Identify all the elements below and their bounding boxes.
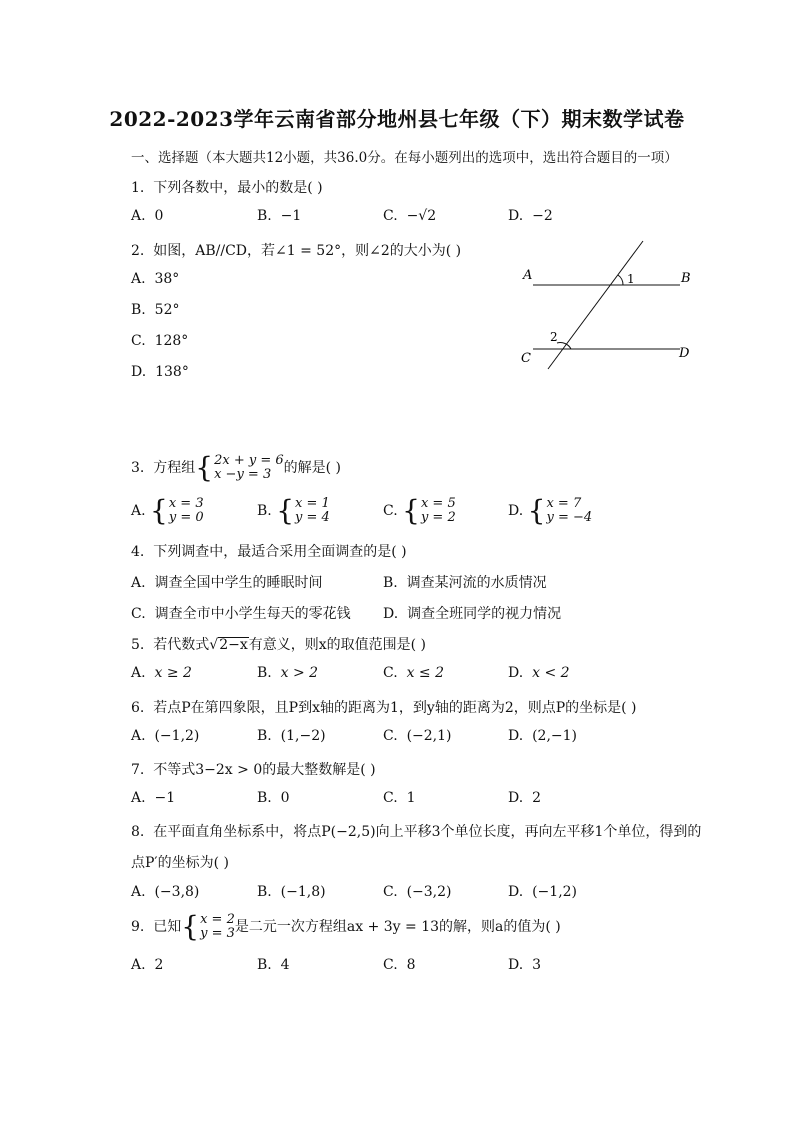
option-text: 2 [532,790,542,806]
option-letter: A. [131,503,146,519]
q9-option-c[interactable] [383,957,416,973]
option-text: 8 [406,957,416,973]
option-text: (−3,2) [406,884,452,900]
option-text: 调查全班同学的视力情况 [407,606,562,622]
option-text: (1,−2) [280,728,326,744]
question-stem-post: 的解是( ) [283,460,342,476]
option-letter: B. [257,208,272,224]
question-stem-pre: 已知 [153,919,182,935]
option-text: (−1,2) [154,728,200,744]
option-text: 52° [154,302,180,318]
question-1 [131,177,323,197]
label-d: D [679,346,690,361]
question-number: 3. [131,460,145,476]
option-letter: C. [383,884,398,900]
label-angle-1: 1 [627,272,635,286]
equation-row: x = 1 [295,496,330,511]
q1-option-b[interactable] [257,208,301,224]
option-letter: A. [131,575,146,591]
option-text: (−1,8) [280,884,326,900]
equation-system [214,454,284,482]
q8-option-c[interactable] [383,884,452,900]
option-letter: C. [383,208,398,224]
question-stem: 下列各数中，最小的数是( ) [153,180,323,196]
equation-row: x = 2 [200,912,235,927]
question-stem: 不等式3−2x > 0的最大整数解是( ) [153,762,376,778]
option-letter: C. [131,333,146,349]
option-text: −1 [280,208,302,224]
option-text: x ≤ 2 [406,665,445,681]
q9-option-d[interactable] [508,957,541,973]
q4-option-b[interactable] [383,572,547,592]
question-stem-post: 是二元一次方程组ax + 3y = 13的解，则a的值为( ) [234,919,561,935]
question-stem-pre: 方程组 [153,460,196,476]
q4-option-c[interactable] [131,603,351,623]
question-6 [131,697,637,717]
q6-option-d[interactable] [508,728,577,744]
option-letter: D. [508,884,524,900]
question-number: 9. [131,919,145,935]
q3-option-a[interactable] [131,494,204,527]
question-stem: 若点P在第四象限，且P到x轴的距离为1，到y轴的距离为2，则点P的坐标是( ) [153,700,637,716]
q1-option-d[interactable] [508,208,553,224]
equation-row: y = 0 [168,510,204,525]
question-3 [131,451,342,484]
brace-icon: { [195,451,214,484]
q6-option-c[interactable] [383,728,452,744]
equation-row: y = 2 [420,510,456,525]
option-letter: C. [383,957,398,973]
q3-option-b[interactable] [257,494,330,527]
parallel-lines-figure [515,238,705,373]
equation-row: 2x + y = 6 [214,453,284,468]
option-text: 调查全国中学生的睡眠时间 [154,575,323,591]
option-letter: C. [383,790,398,806]
question-number: 2. [131,243,145,259]
q7-option-c[interactable] [383,790,416,806]
option-letter: D. [131,364,147,380]
q1-option-c[interactable] [383,208,436,224]
brace-icon: { [527,494,546,527]
equation-row: y = 4 [295,510,330,525]
equation-system [200,913,235,941]
option-text: (−2,1) [406,728,452,744]
option-letter: D. [508,790,524,806]
option-text: x < 2 [532,665,570,681]
q7-option-a[interactable] [131,790,175,806]
option-letter: D. [508,503,524,519]
option-letter: A. [131,957,146,973]
option-text: 128° [154,333,189,349]
option-letter: D. [508,208,524,224]
question-number: 1. [131,180,145,196]
transversal-line [548,241,643,369]
q2-option-a[interactable] [131,271,179,287]
angle-1-arc [618,275,623,285]
option-text: x > 2 [280,665,319,681]
option-text: (−3,8) [154,884,200,900]
option-system [295,497,330,525]
option-letter: C. [383,503,398,519]
option-text: 38° [154,271,180,287]
q5-option-c[interactable] [383,665,444,681]
option-text: −1 [154,790,176,806]
question-4 [131,541,407,561]
option-letter: D. [508,665,524,681]
equation-row: y = −4 [546,510,593,525]
label-a: A [523,268,533,283]
option-letter: B. [257,728,272,744]
option-letter: B. [257,884,272,900]
option-letter: A. [131,208,146,224]
option-text: 1 [406,790,416,806]
q9-option-a[interactable] [131,957,163,973]
q2-option-c[interactable] [131,333,188,349]
option-text: 4 [280,957,290,973]
page-title: 2022-2023学年云南省部分地州县七年级（下）期末数学试卷 [109,107,685,131]
option-text: 调查全市中小学生每天的零花钱 [154,606,351,622]
question-stem: 在平面直角坐标系中，将点P(−2,5)向上平移3个单位长度，再向左平移1个单位，得到的 [153,824,702,840]
equation-row: x = 7 [546,496,582,511]
question-stem-post: 有意义，则x的取值范围是( ) [248,637,427,653]
option-system [546,497,592,525]
option-letter: A. [131,271,146,287]
question-number: 4. [131,544,145,560]
option-letter: B. [131,302,146,318]
equation-row: y = 3 [200,926,235,941]
equation-row: x −y = 3 [214,467,272,482]
q5-option-d[interactable] [508,665,570,681]
question-number: 8. [131,824,145,840]
sqrt-icon: √ [209,637,219,653]
q6-option-b[interactable] [257,728,326,744]
q5-option-b[interactable] [257,665,318,681]
option-text: 调查某河流的水质情况 [406,575,547,591]
label-b: B [681,271,691,286]
question-number: 7. [131,762,145,778]
option-text: (2,−1) [532,728,578,744]
option-letter: B. [257,503,272,519]
q3-option-d[interactable] [508,494,593,527]
brace-icon: { [402,494,420,527]
option-letter: A. [131,728,146,744]
option-text: 2 [154,957,164,973]
option-text: 3 [532,957,542,973]
question-number: 5. [131,637,145,653]
option-letter: B. [383,575,398,591]
question-5 [131,634,426,654]
option-system [421,497,456,525]
option-text: 0 [280,790,290,806]
brace-icon: { [150,494,168,527]
question-number: 6. [131,700,145,716]
q3-option-c[interactable] [383,494,456,527]
q6-option-a[interactable] [131,728,199,744]
option-letter: B. [257,957,272,973]
brace-icon: { [276,494,295,527]
question-stem: 如图，AB//CD，若∠1 = 52°，则∠2的大小为( ) [153,243,462,259]
option-letter: C. [383,665,398,681]
option-text: −√2 [406,208,437,224]
q5-option-a[interactable] [131,665,192,681]
question-7 [131,759,376,779]
option-text: 138° [155,364,189,380]
label-angle-2: 2 [550,330,558,344]
option-letter: D. [508,957,524,973]
question-stem: 下列调查中，最适合采用全面调查的是( ) [153,544,407,560]
q8-option-a[interactable] [131,884,199,900]
option-text: −2 [532,208,553,224]
brace-icon: { [181,910,200,943]
option-text: x ≥ 2 [154,665,192,681]
q7-option-d[interactable] [508,790,541,806]
q8-option-b[interactable] [257,884,326,900]
option-text: 0 [154,208,164,224]
q4-option-a[interactable] [131,572,322,592]
question-stem-pre: 若代数式 [153,637,210,653]
q9-option-b[interactable] [257,957,290,973]
equation-row: x = 5 [420,496,456,511]
option-letter: C. [131,606,146,622]
option-letter: A. [131,790,146,806]
option-text: (−1,2) [532,884,578,900]
q2-option-d[interactable] [131,364,189,380]
label-c: C [521,351,531,366]
q7-option-b[interactable] [257,790,290,806]
option-letter: B. [257,665,272,681]
option-letter: D. [508,728,524,744]
option-letter: B. [257,790,272,806]
option-letter: D. [383,606,399,622]
option-system [169,497,204,525]
q4-option-d[interactable] [383,603,561,623]
question-9 [131,910,561,943]
option-letter: A. [131,665,146,681]
option-letter: A. [131,884,146,900]
q1-option-a[interactable] [131,208,163,224]
question-8 [131,821,701,841]
equation-row: x = 3 [168,496,204,511]
question-2 [131,240,461,260]
question-8-continued: 点P′的坐标为( ) [131,855,229,871]
section-heading: 一、选择题（本大题共12小题，共36.0分。在每小题列出的选项中，选出符合题目的一项） [131,150,678,166]
q8-option-d[interactable] [508,884,577,900]
option-letter: C. [383,728,398,744]
q2-option-b[interactable] [131,302,179,318]
radicand: 2−x [219,637,248,653]
